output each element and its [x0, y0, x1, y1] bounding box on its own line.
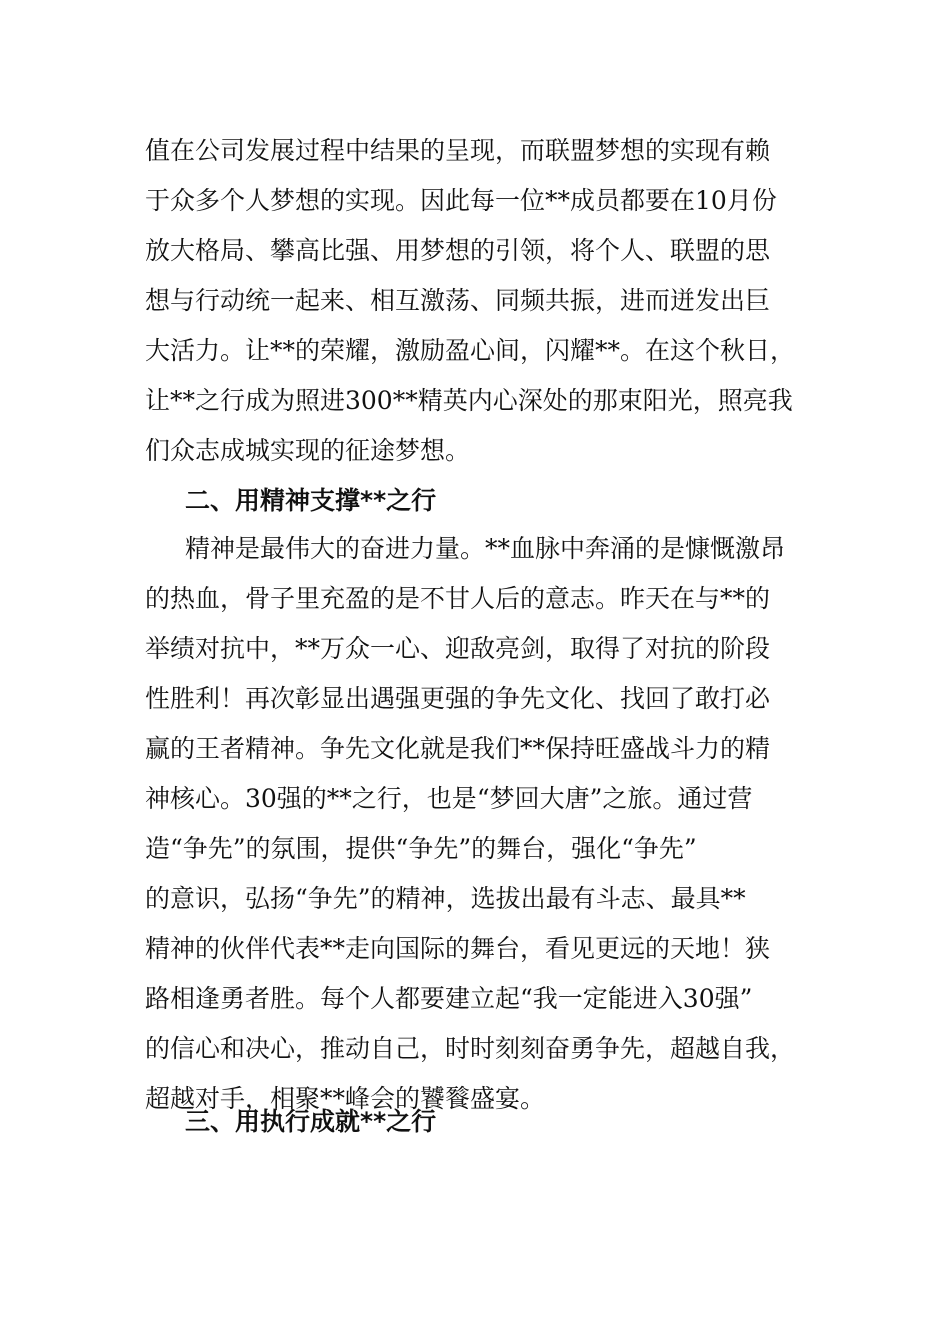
paragraph-line: 超越对手，相聚**峰会的饕餮盛宴。 — [145, 1084, 546, 1113]
paragraph-line: 想与行动统一起来、相互激荡、同频共振，进而迸发出巨 — [145, 286, 771, 315]
paragraph-line: 路相逢勇者胜。每个人都要建立起“我一定能进入30强” — [145, 984, 753, 1013]
paragraph-line: 性胜利！再次彰显出遇强更强的争先文化、找回了敢打必 — [145, 684, 771, 713]
paragraph-line: 的信心和决心，推动自己，时时刻刻奋勇争先，超越自我， — [145, 1034, 796, 1063]
paragraph-line: 精神是最伟大的奋进力量。**血脉中奔涌的是慷慨激昂 — [185, 534, 786, 563]
paragraph-line: 们众志成城实现的征途梦想。 — [145, 436, 471, 465]
paragraph-line: 神核心。30强的**之行，也是“梦回大唐”之旅。通过营 — [145, 784, 753, 813]
paragraph-2 — [145, 524, 815, 1124]
paragraph-line: 举绩对抗中，**万众一心、迎敌亮剑，取得了对抗的阶段 — [145, 634, 771, 663]
paragraph-line: 大活力。让**的荣耀，激励盈心间，闪耀**。在这个秋日， — [145, 336, 796, 365]
section-heading-2: 二、用精神支撑**之行 — [185, 486, 437, 515]
paragraph-line: 精神的伙伴代表**走向国际的舞台，看见更远的天地！狭 — [145, 934, 771, 963]
section-heading-3: 三、用执行成就**之行 — [185, 1107, 437, 1136]
paragraph-line: 赢的王者精神。争先文化就是我们**保持旺盛战斗力的精 — [145, 734, 771, 763]
paragraph-line: 让**之行成为照进300**精英内心深处的那束阳光，照亮我 — [145, 386, 793, 415]
paragraph-line: 的热血，骨子里充盈的是不甘人后的意志。昨天在与**的 — [145, 584, 771, 613]
paragraph-line: 放大格局、攀高比强、用梦想的引领，将个人、联盟的思 — [145, 236, 771, 265]
paragraph-line: 的意识，弘扬“争先”的精神，选拔出最有斗志、最具** — [145, 884, 746, 913]
paragraph-1 — [145, 126, 815, 476]
paragraph-line: 值在公司发展过程中结果的呈现，而联盟梦想的实现有赖 — [145, 136, 771, 165]
paragraph-line: 于众多个人梦想的实现。因此每一位**成员都要在10月份 — [145, 186, 777, 215]
paragraph-line: 造“争先”的氛围，提供“争先”的舞台，强化“争先” — [145, 834, 697, 863]
